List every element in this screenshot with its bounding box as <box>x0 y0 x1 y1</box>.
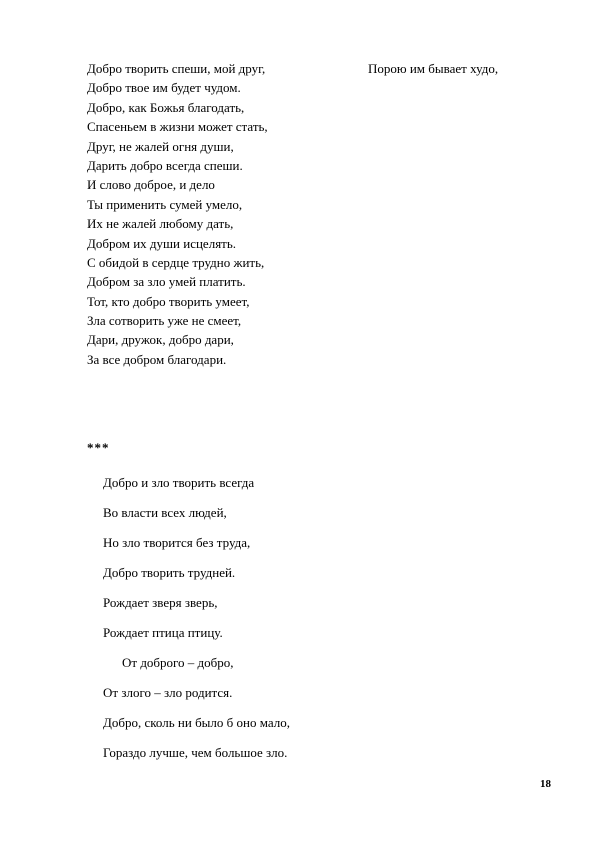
poem-line: Тот, кто добро творить умеет, <box>87 293 250 309</box>
poem-two <box>103 473 503 773</box>
poem-line: Друг, не жалей огня души, <box>87 138 234 154</box>
poem-line: Во власти всех людей, <box>103 505 227 520</box>
poem-line: Добром за зло умей платить. <box>87 274 246 290</box>
poem-line: Ты применить сумей умело, <box>87 196 243 212</box>
poem-line: За все добром благодари. <box>87 351 227 367</box>
poem-line: Добро и зло творить всегда <box>103 475 255 490</box>
poem-line: Добро творить трудней. <box>103 565 236 580</box>
poem-line: От злого – зло родится. <box>103 685 233 700</box>
poem-line: Рождает зверя зверь, <box>103 595 218 610</box>
poem-line: Добро, сколь ни было б оно мало, <box>103 715 290 730</box>
poem-one <box>87 59 367 369</box>
poem-line: От доброго – добро, <box>122 655 234 670</box>
poem-line: Дарить добро всегда спеши. <box>87 157 243 173</box>
poem-line: Гораздо лучше, чем большое зло. <box>103 745 288 760</box>
poem-line: Дари, дружок, добро дари, <box>87 332 234 348</box>
poem-line: Но зло творится без труда, <box>103 535 251 550</box>
page-number: 18 <box>540 778 551 790</box>
poem-line: И слово доброе, и дело <box>87 177 215 193</box>
poem-line: Добро, как Божья благодать, <box>87 99 245 115</box>
poem-line: Рождает птица птицу. <box>103 625 223 640</box>
poem-line: Добром их души исцелять. <box>87 235 237 251</box>
poem-line: Добро твое им будет чудом. <box>87 80 241 96</box>
poem-side-line: Порою им бывает худо, <box>368 61 499 76</box>
poem-line: Спасеньем в жизни может стать, <box>87 119 268 135</box>
section-separator: *** <box>87 440 110 455</box>
poem-line: Зла сотворить уже не смеет, <box>87 313 242 329</box>
poem-line: С обидой в сердце трудно жить, <box>87 254 265 270</box>
poem-line: Добро творить спеши, мой друг, <box>87 61 266 76</box>
poem-line: Их не жалей любому дать, <box>87 216 234 232</box>
